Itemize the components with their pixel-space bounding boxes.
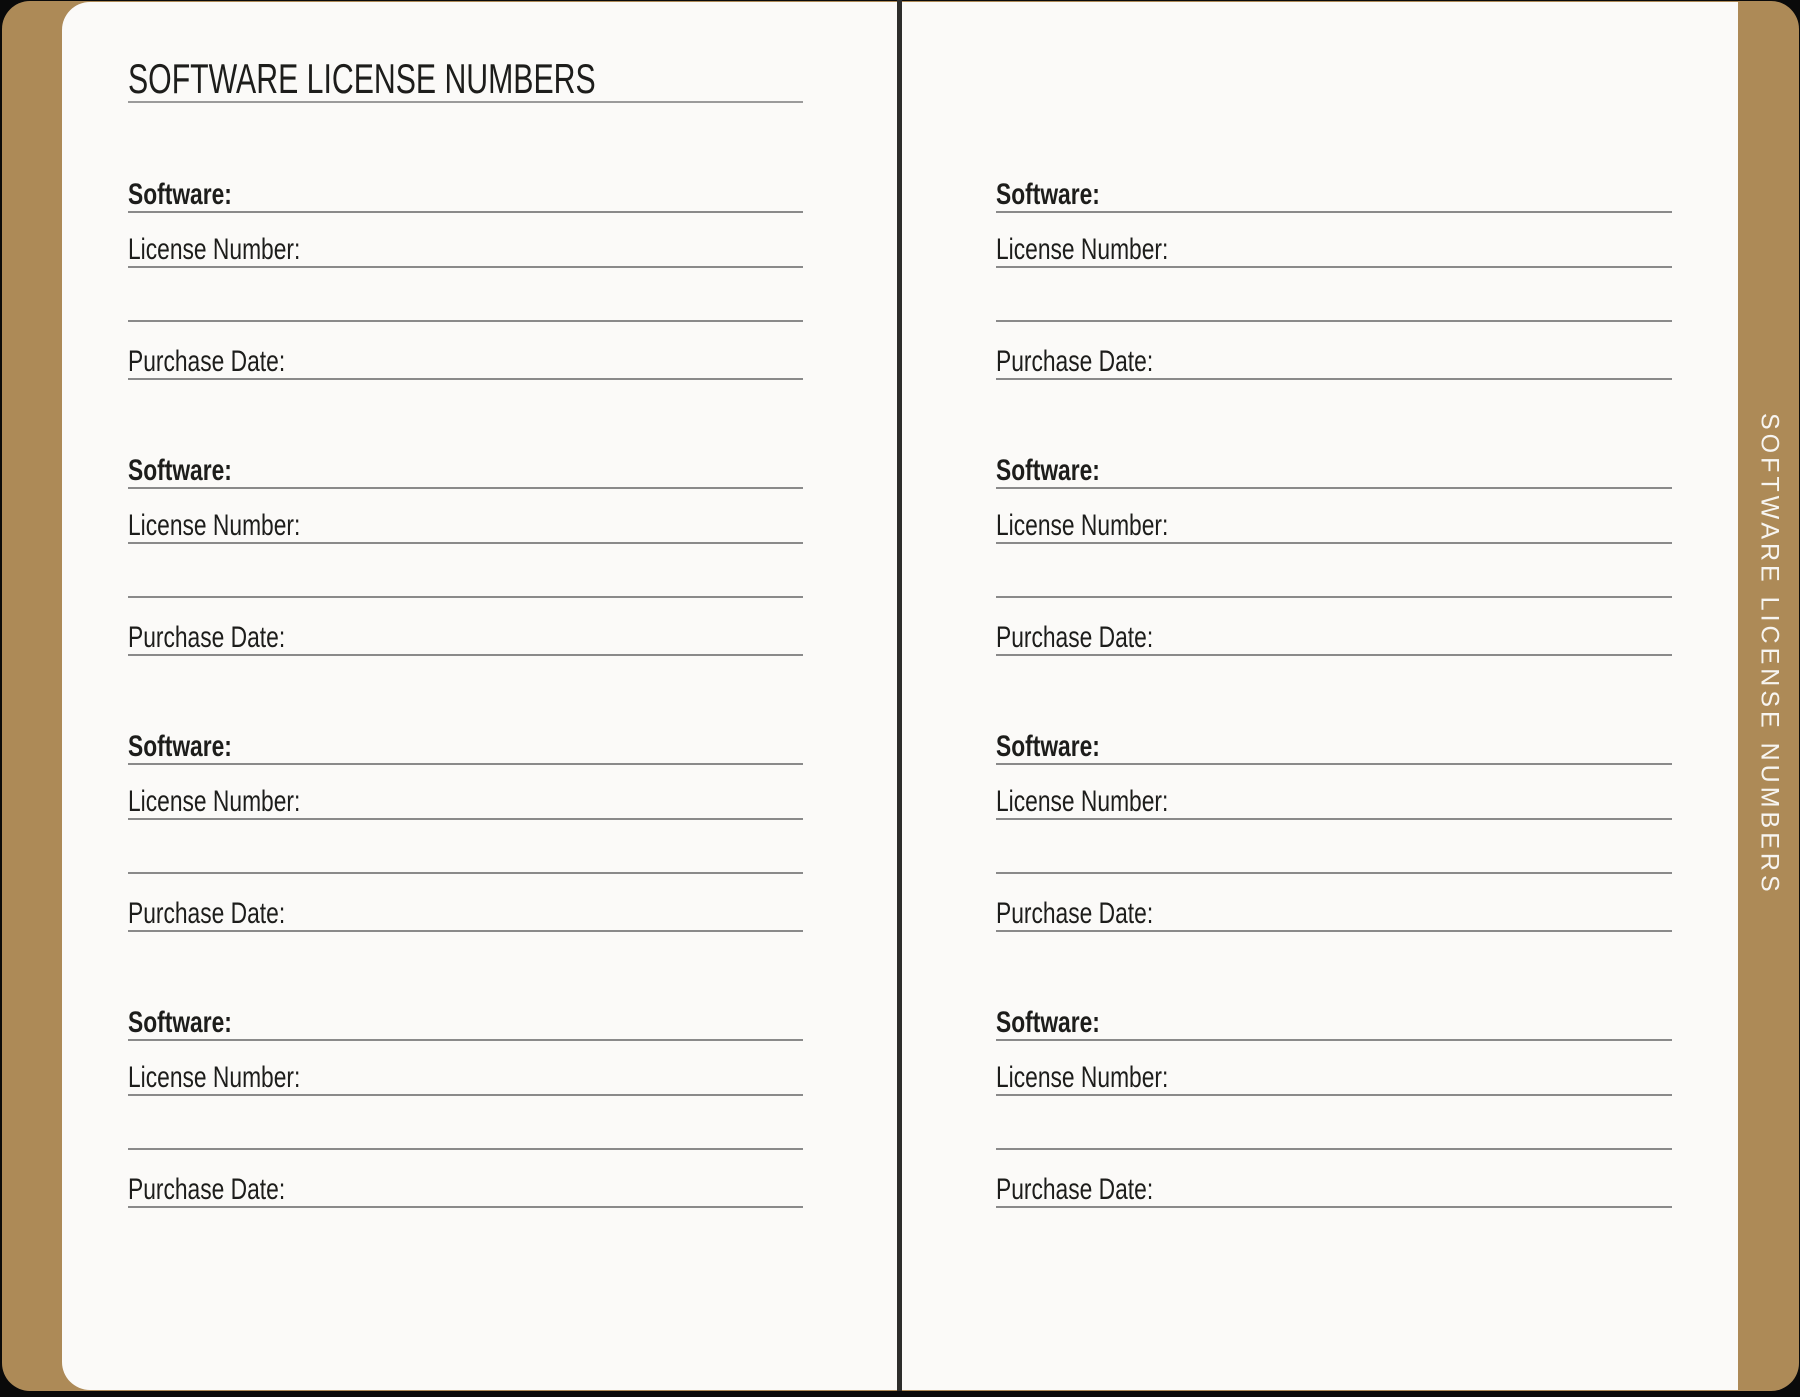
purchase-date-field-line bbox=[128, 598, 803, 656]
purchase-date-field-line bbox=[996, 874, 1672, 932]
license-number-continuation-line bbox=[996, 1096, 1672, 1150]
purchase-date-field-line bbox=[128, 1150, 803, 1208]
license-entry-block bbox=[128, 158, 803, 382]
software-label: Software: bbox=[996, 178, 1100, 211]
purchase-date-label: Purchase Date: bbox=[996, 621, 1154, 654]
license-number-label: License Number: bbox=[128, 509, 301, 542]
software-label: Software: bbox=[128, 454, 232, 487]
purchase-date-field-line bbox=[996, 322, 1672, 380]
purchase-date-field-line bbox=[996, 1150, 1672, 1208]
license-number-continuation-line bbox=[128, 1096, 803, 1150]
side-tab-label: SOFTWARE LICENSE NUMBERS bbox=[1755, 413, 1784, 896]
license-number-label: License Number: bbox=[996, 1061, 1169, 1094]
license-number-continuation-line bbox=[996, 268, 1672, 322]
purchase-date-label: Purchase Date: bbox=[128, 345, 286, 378]
license-number-continuation-line bbox=[128, 268, 803, 322]
license-number-field-line bbox=[128, 489, 803, 544]
software-label: Software: bbox=[128, 730, 232, 763]
software-label: Software: bbox=[996, 730, 1100, 763]
left-page bbox=[62, 2, 898, 1390]
purchase-date-field-line bbox=[996, 598, 1672, 656]
license-number-field-line bbox=[996, 213, 1672, 268]
purchase-date-label: Purchase Date: bbox=[996, 345, 1154, 378]
purchase-date-field-line bbox=[128, 874, 803, 932]
software-field-line bbox=[128, 158, 803, 213]
license-number-continuation-line bbox=[996, 820, 1672, 874]
spine-divider bbox=[897, 0, 902, 1391]
license-entry-block bbox=[996, 710, 1672, 934]
license-entry-block bbox=[128, 710, 803, 934]
license-number-label: License Number: bbox=[128, 785, 301, 818]
purchase-date-label: Purchase Date: bbox=[996, 1173, 1154, 1206]
purchase-date-label: Purchase Date: bbox=[128, 621, 286, 654]
side-tab bbox=[1738, 0, 1800, 1391]
purchase-date-label: Purchase Date: bbox=[128, 897, 286, 930]
license-number-field-line bbox=[996, 1041, 1672, 1096]
page-title: SOFTWARE LICENSE NUMBERS bbox=[128, 55, 596, 102]
license-number-continuation-line bbox=[128, 544, 803, 598]
software-field-line bbox=[128, 710, 803, 765]
license-number-continuation-line bbox=[996, 544, 1672, 598]
license-entry-block bbox=[996, 434, 1672, 658]
license-entry-block bbox=[996, 158, 1672, 382]
license-number-label: License Number: bbox=[128, 233, 301, 266]
license-entry-block bbox=[128, 986, 803, 1210]
license-number-label: License Number: bbox=[996, 509, 1169, 542]
software-label: Software: bbox=[128, 1006, 232, 1039]
license-number-field-line bbox=[128, 1041, 803, 1096]
license-number-field-line bbox=[128, 765, 803, 820]
license-number-field-line bbox=[996, 489, 1672, 544]
license-number-continuation-line bbox=[128, 820, 803, 874]
purchase-date-field-line bbox=[128, 322, 803, 380]
license-entry-block bbox=[996, 986, 1672, 1210]
purchase-date-label: Purchase Date: bbox=[996, 897, 1154, 930]
license-number-field-line bbox=[128, 213, 803, 268]
license-number-label: License Number: bbox=[996, 785, 1169, 818]
software-label: Software: bbox=[128, 178, 232, 211]
software-field-line bbox=[128, 986, 803, 1041]
software-field-line bbox=[128, 434, 803, 489]
software-field-line bbox=[996, 158, 1672, 213]
software-label: Software: bbox=[996, 454, 1100, 487]
license-number-label: License Number: bbox=[996, 233, 1169, 266]
license-entry-block bbox=[128, 434, 803, 658]
purchase-date-label: Purchase Date: bbox=[128, 1173, 286, 1206]
software-label: Software: bbox=[996, 1006, 1100, 1039]
software-field-line bbox=[996, 710, 1672, 765]
software-field-line bbox=[996, 986, 1672, 1041]
license-number-field-line bbox=[996, 765, 1672, 820]
software-field-line bbox=[996, 434, 1672, 489]
right-page bbox=[902, 2, 1738, 1390]
page-title-underline bbox=[128, 101, 803, 103]
license-number-label: License Number: bbox=[128, 1061, 301, 1094]
